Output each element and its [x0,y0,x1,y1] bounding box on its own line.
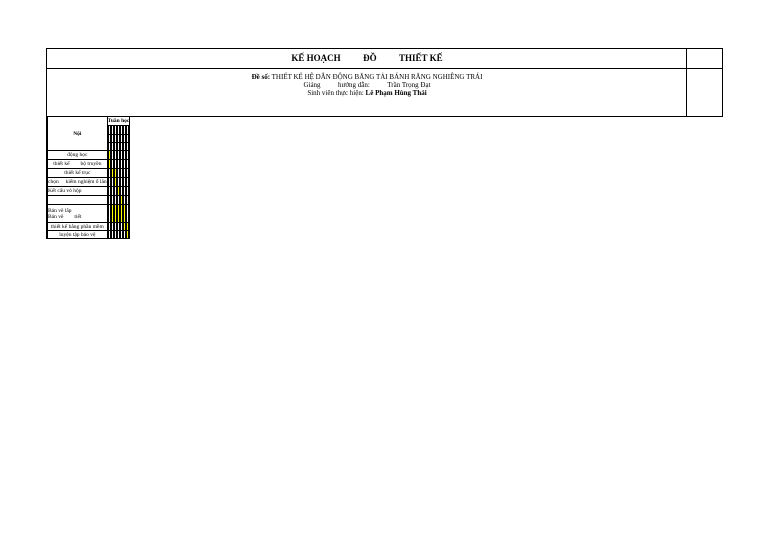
task-label: động học [48,151,108,160]
task-row [47,231,130,239]
task-row [47,178,130,187]
week-cell [128,187,130,196]
plan-title: KẾ HOẠCH ĐỒ THIẾT KẾ [291,53,443,63]
week-cell [128,169,130,178]
task-label: thiết kế bằng phần mềm [48,223,108,231]
task-label: thiết kế bộ truyền [48,160,108,169]
week-header-cell [128,143,130,151]
student-value: Lê Phạm Hùng Thái [365,89,427,97]
week-cell [128,196,130,205]
topic-line [47,73,687,81]
week-header-cell [128,135,130,143]
weeks-header: Tuần học [107,118,130,124]
advisor-line: Giảng hướng dẫn: Trần Trọng Đạt [303,81,431,89]
header-row [47,117,130,126]
week-cell [128,151,130,160]
task-row [47,169,130,178]
topic-label: Đề số: [251,73,271,81]
title-side-box [686,48,723,69]
task-label: luyện tập bảo vệ [48,231,108,239]
task-row [47,160,130,169]
content-header: Nội [48,117,108,151]
task-label: Kết cấu vỏ hộp [48,187,108,196]
schedule-table [46,116,130,239]
task-row [47,205,130,223]
task-row [47,187,130,196]
task-row [47,223,130,231]
task-row [47,196,130,205]
week-cell [128,205,130,223]
task-row [47,151,130,160]
week-header-cell [128,126,130,135]
week-cell [128,178,130,187]
task-label: chọn kiểm nghiệm ổ lăn [48,179,107,185]
week-cell [128,223,130,231]
task-label: thiết kế trục [48,169,108,178]
info-side-box [686,68,723,117]
title-box [46,48,687,69]
student-line [47,89,687,97]
week-cell [128,160,130,169]
task-label [48,196,108,205]
info-box [46,68,687,117]
week-cell-scheduled [128,231,130,239]
topic-value: THIẾT KẾ HỆ DẪN ĐỘNG BĂNG TẢI BÁNH RĂNG NGHIÊNG TRÁI [271,73,483,81]
student-label: Sinh viên thực hiện: [307,89,364,97]
task-label: Bản vẽ lắp Bản vẽ tiết [48,205,108,223]
